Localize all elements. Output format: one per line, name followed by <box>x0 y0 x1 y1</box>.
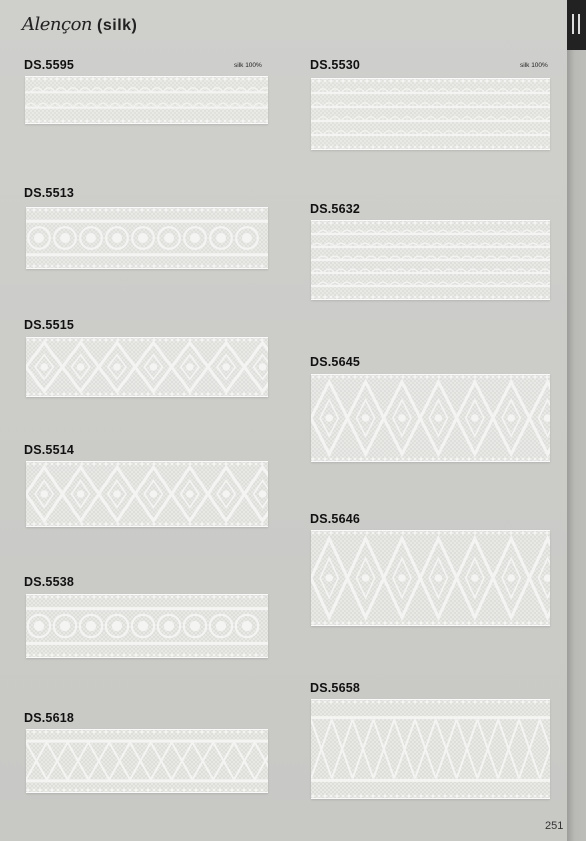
sample-code: DS.5513 <box>24 186 75 200</box>
lace-pattern <box>26 338 268 396</box>
lace-pattern <box>311 700 550 798</box>
index-tab-marker <box>567 0 586 50</box>
lace-swatch <box>311 78 550 150</box>
page-number: 251 <box>545 820 564 832</box>
lace-pattern <box>26 595 268 657</box>
lace-swatch <box>26 594 268 658</box>
sample-code: DS.5595 <box>24 58 75 72</box>
fiber-content: silk 100% <box>520 62 548 69</box>
lace-swatch <box>311 374 550 462</box>
lace-pattern <box>311 531 550 625</box>
brand-title <box>22 14 137 35</box>
lace-swatch <box>25 76 268 124</box>
lace-swatch <box>26 207 268 269</box>
lace-swatch <box>311 530 550 626</box>
sample-code: DS.5646 <box>310 512 361 526</box>
lace-pattern <box>26 208 268 268</box>
lace-pattern <box>26 462 268 526</box>
lace-swatch <box>311 699 550 799</box>
sample-code: DS.5645 <box>310 355 361 369</box>
lace-pattern <box>311 221 550 299</box>
sample-code: DS.5514 <box>24 443 75 457</box>
sample-code: DS.5515 <box>24 318 75 332</box>
lace-pattern <box>26 730 268 792</box>
lace-swatch <box>26 729 268 793</box>
sample-code: DS.5658 <box>310 681 361 695</box>
lace-swatch <box>311 220 550 300</box>
lace-pattern <box>311 375 550 461</box>
lace-pattern <box>311 79 550 149</box>
sample-code: DS.5530 <box>310 58 361 72</box>
tab-glyph-icon <box>572 14 580 34</box>
lace-pattern <box>25 77 268 123</box>
index-edge-tab <box>567 0 586 841</box>
brand-subtitle: (silk) <box>97 17 138 34</box>
fiber-content: silk 100% <box>234 62 262 69</box>
brand-logo: Alençon <box>22 14 93 35</box>
sample-code: DS.5632 <box>310 202 361 216</box>
lace-swatch <box>26 461 268 527</box>
sample-code: DS.5618 <box>24 711 75 725</box>
sample-code: DS.5538 <box>24 575 75 589</box>
lace-swatch <box>26 337 268 397</box>
